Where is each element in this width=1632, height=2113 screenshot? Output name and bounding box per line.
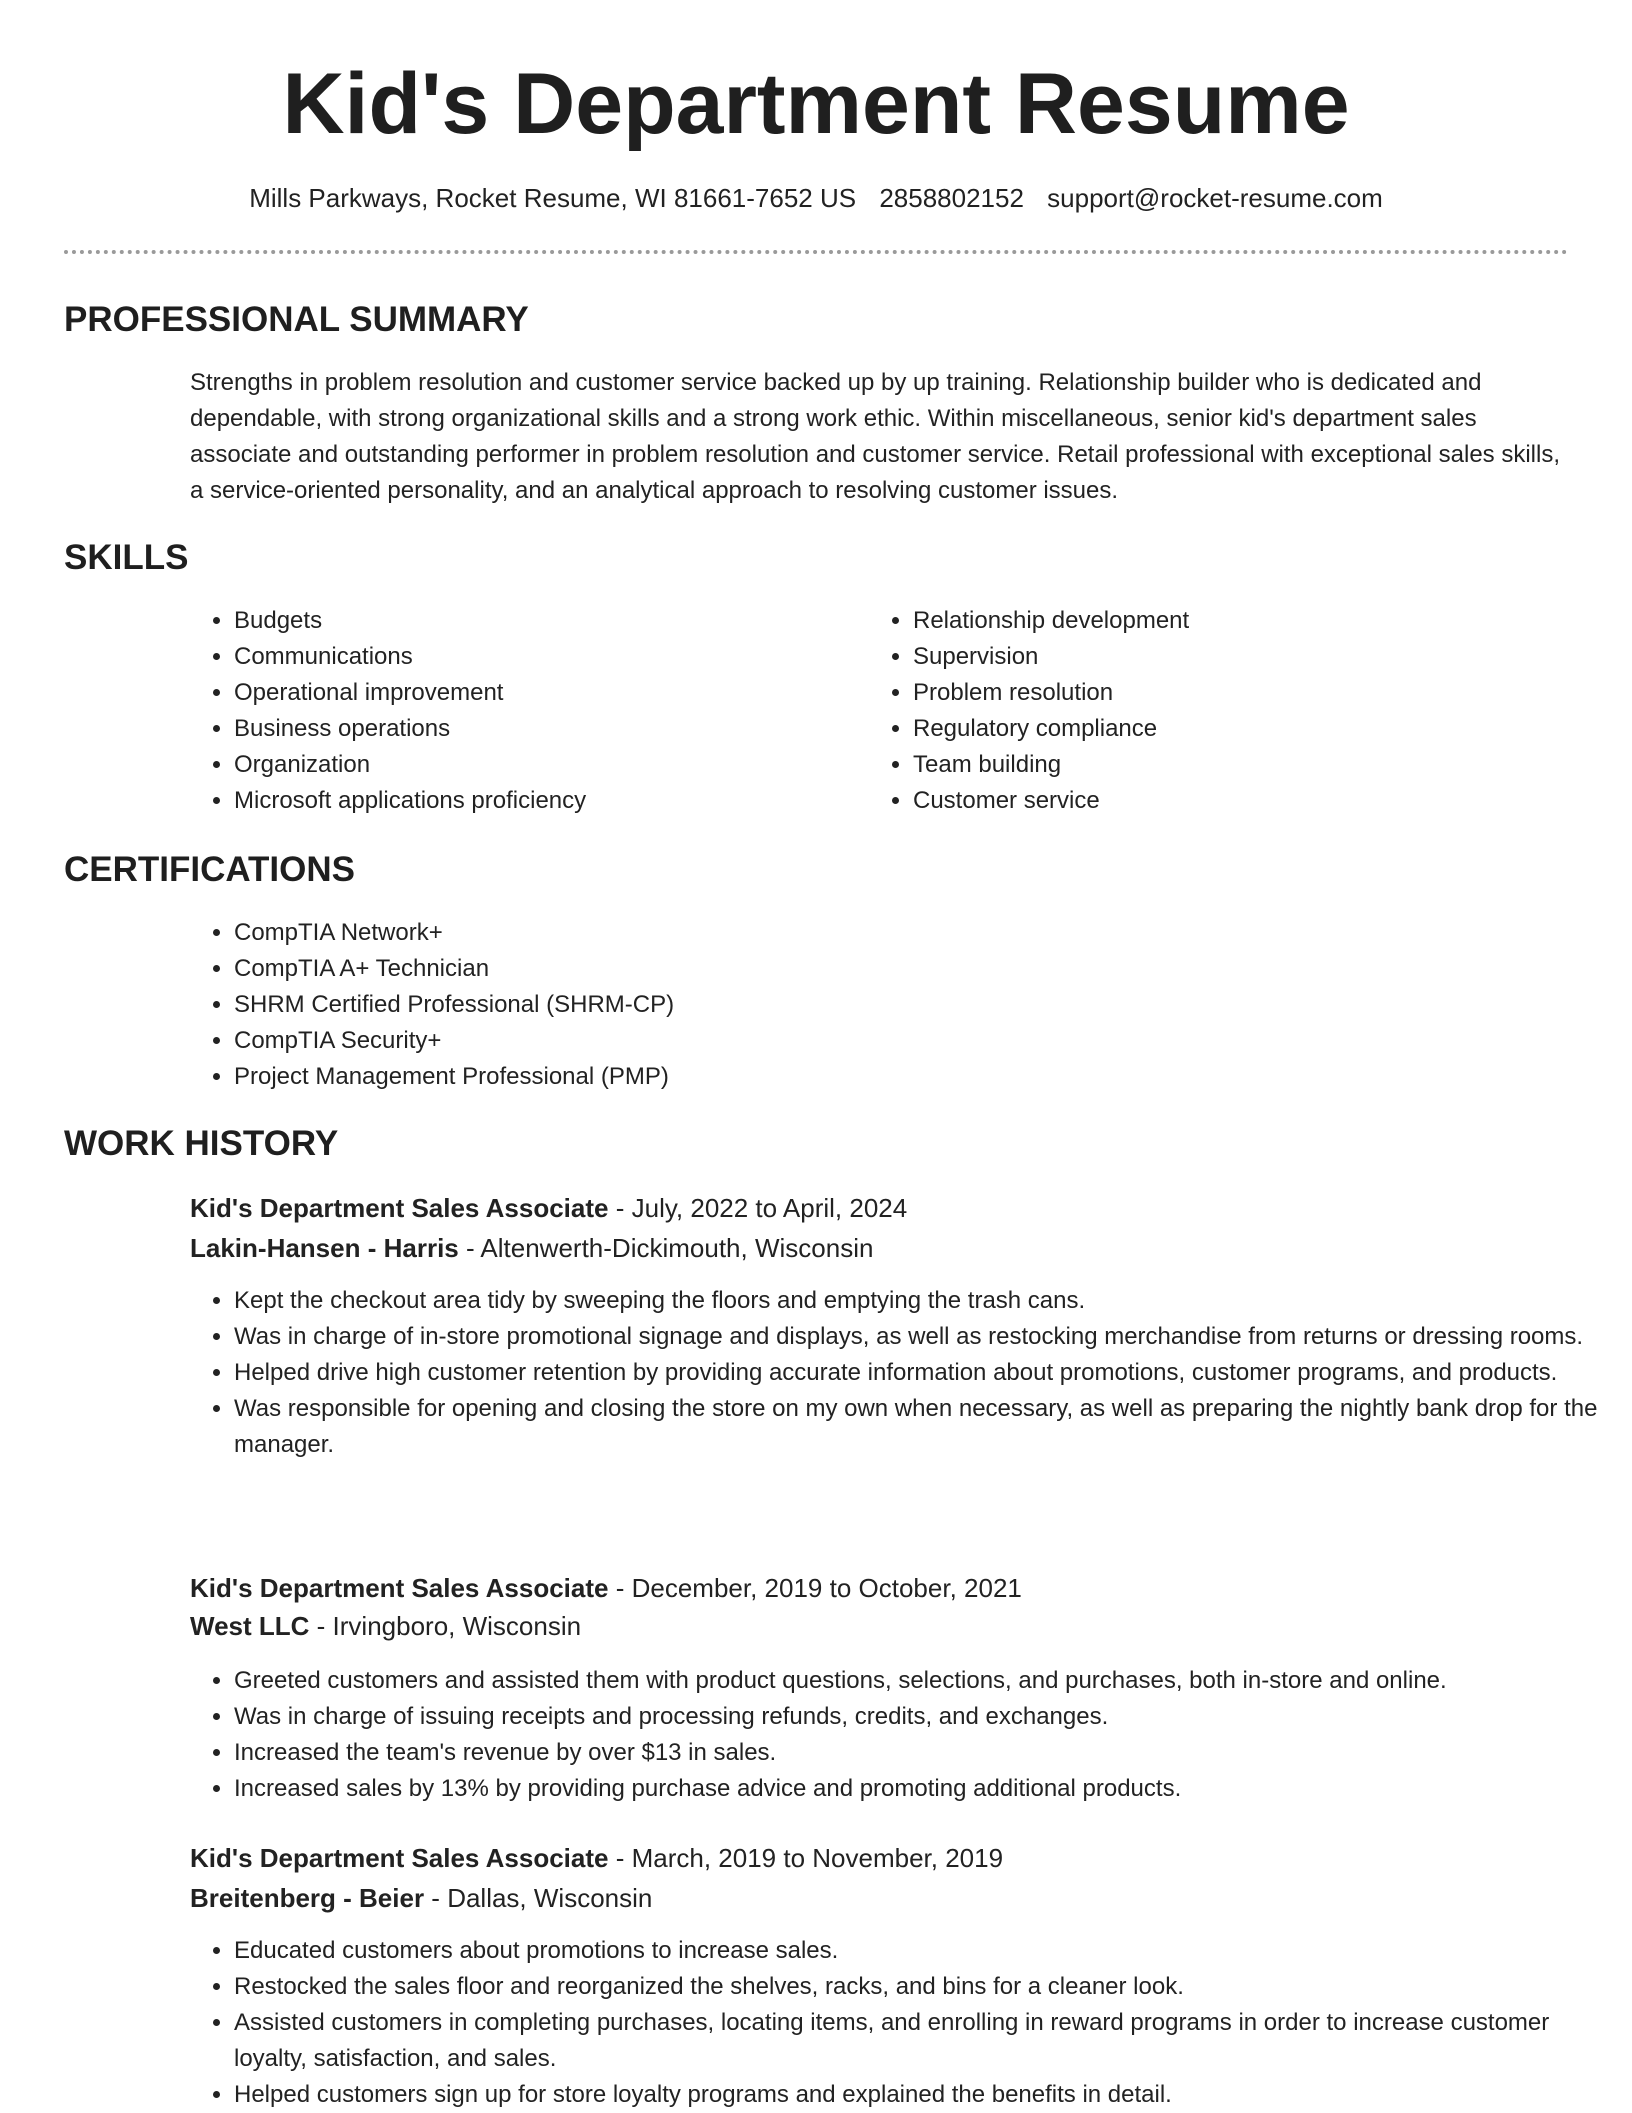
job-title-line: Kid's Department Sales Associate - December, 2019 to October, 2021 (190, 1573, 1022, 1603)
job-title-line: Kid's Department Sales Associate - March, 2019 to November, 2019 (190, 1843, 1004, 1873)
skill-item: • Team building (913, 747, 1533, 783)
certification-item: • SHRM Certified Professional (SHRM-CP) (234, 987, 1234, 1023)
job-bullet: • Kept the checkout area tidy by sweeping the floors and emptying the trash cans. (234, 1283, 1614, 1319)
summary-text: Strengths in problem resolution and customer service backed up by up training. Relationship builder who is dedicated and dependable, with strong organizational skills and a strong work ethic. Within miscellaneous, senior kid's department sales associate and outstanding performer in problem resolution and customer service. Retail professional with exceptional sales skills, a service-oriented personality, and an analytical approach to resolving customer issues. (190, 369, 1561, 504)
certifications-list (190, 915, 1234, 1095)
skill-item: • Relationship development (913, 603, 1533, 639)
skills-list-right (869, 603, 1533, 819)
job-location: Irvingboro, Wisconsin (332, 1611, 582, 1641)
skill-item: • Regulatory compliance (913, 711, 1533, 747)
job-company-line: Breitenberg - Beier - Dallas, Wisconsin (190, 1883, 653, 1913)
header-divider (64, 250, 1568, 254)
skill-item: • Customer service (913, 783, 1533, 819)
skill-item: • Budgets (234, 603, 854, 639)
job-bullet: • Helped drive high customer retention by providing accurate information about promotions, customer programs, and products. (234, 1355, 1614, 1391)
job-company-line: West LLC - Irvingboro, Wisconsin (190, 1611, 582, 1641)
certification-item: • CompTIA A+ Technician (234, 951, 1234, 987)
job-bullet: • Was responsible for opening and closing the store on my own when necessary, as well as preparing the nightly bank drop for the manager. (234, 1391, 1614, 1463)
job-dates: December, 2019 to October, 2021 (631, 1573, 1022, 1603)
job-bullet: • Assisted customers in completing purchases, locating items, and enrolling in reward programs in order to increase customer loyalty, satisfaction, and sales. (234, 2005, 1614, 2077)
skill-item: • Problem resolution (913, 675, 1533, 711)
skills-heading: SKILLS (64, 538, 189, 577)
job-bullet: • Was in charge of issuing receipts and processing refunds, credits, and exchanges. (234, 1699, 1614, 1735)
skill-item: • Supervision (913, 639, 1533, 675)
certification-item: • CompTIA Security+ (234, 1023, 1234, 1059)
summary-heading: PROFESSIONAL SUMMARY (64, 300, 529, 339)
job-bullet: • Increased sales by 13% by providing purchase advice and promoting additional products. (234, 1771, 1614, 1807)
job-bullet: • Helped customers sign up for store loyalty programs and explained the benefits in detail. (234, 2077, 1614, 2113)
job-bullet: • Increased the team's revenue by over $13 in sales. (234, 1735, 1614, 1771)
resume-title: Kid's Department Resume (282, 56, 1350, 152)
contact-email: support@rocket-resume.com (1047, 183, 1383, 213)
job-bullet: • Greeted customers and assisted them with product questions, selections, and purchases, both in-store and online. (234, 1663, 1614, 1699)
job-title-line: Kid's Department Sales Associate - July, 2022 to April, 2024 (190, 1193, 908, 1223)
job-dates: July, 2022 to April, 2024 (631, 1193, 908, 1223)
job-company: West LLC (190, 1611, 310, 1641)
job-title: Kid's Department Sales Associate (190, 1843, 609, 1873)
job-bullet: • Educated customers about promotions to increase sales. (234, 1933, 1614, 1969)
job-bullets (190, 1933, 1614, 2113)
job-bullets (190, 1283, 1614, 1463)
job-company-line: Lakin-Hansen - Harris - Altenwerth-Dickimouth, Wisconsin (190, 1233, 874, 1263)
skills-list-left (190, 603, 854, 819)
job-bullet: • Restocked the sales floor and reorganized the shelves, racks, and bins for a cleaner look. (234, 1969, 1614, 2005)
job-company: Breitenberg - Beier (190, 1883, 425, 1913)
skill-item: • Operational improvement (234, 675, 854, 711)
contact-phone: 2858802152 (879, 183, 1024, 213)
job-bullets (190, 1663, 1614, 1807)
certification-item: • CompTIA Network+ (234, 915, 1234, 951)
contact-line (0, 178, 1632, 218)
job-dates: March, 2019 to November, 2019 (631, 1843, 1004, 1873)
contact-address: Mills Parkways, Rocket Resume, WI 81661-7652 US (249, 183, 857, 213)
job-location: Altenwerth-Dickimouth, Wisconsin (480, 1233, 874, 1263)
certification-item: • Project Management Professional (PMP) (234, 1059, 1234, 1095)
job-location: Dallas, Wisconsin (447, 1883, 653, 1913)
skill-item: • Organization (234, 747, 854, 783)
job-company: Lakin-Hansen - Harris (190, 1233, 459, 1263)
job-title: Kid's Department Sales Associate (190, 1193, 609, 1223)
work-history-heading: WORK HISTORY (64, 1124, 339, 1163)
skill-item: • Communications (234, 639, 854, 675)
certifications-heading: CERTIFICATIONS (64, 850, 356, 889)
skill-item: • Microsoft applications proficiency (234, 783, 854, 819)
job-bullet: • Was in charge of in-store promotional signage and displays, as well as restocking merchandise from returns or dressing rooms. (234, 1319, 1614, 1355)
job-title: Kid's Department Sales Associate (190, 1573, 609, 1603)
skill-item: • Business operations (234, 711, 854, 747)
